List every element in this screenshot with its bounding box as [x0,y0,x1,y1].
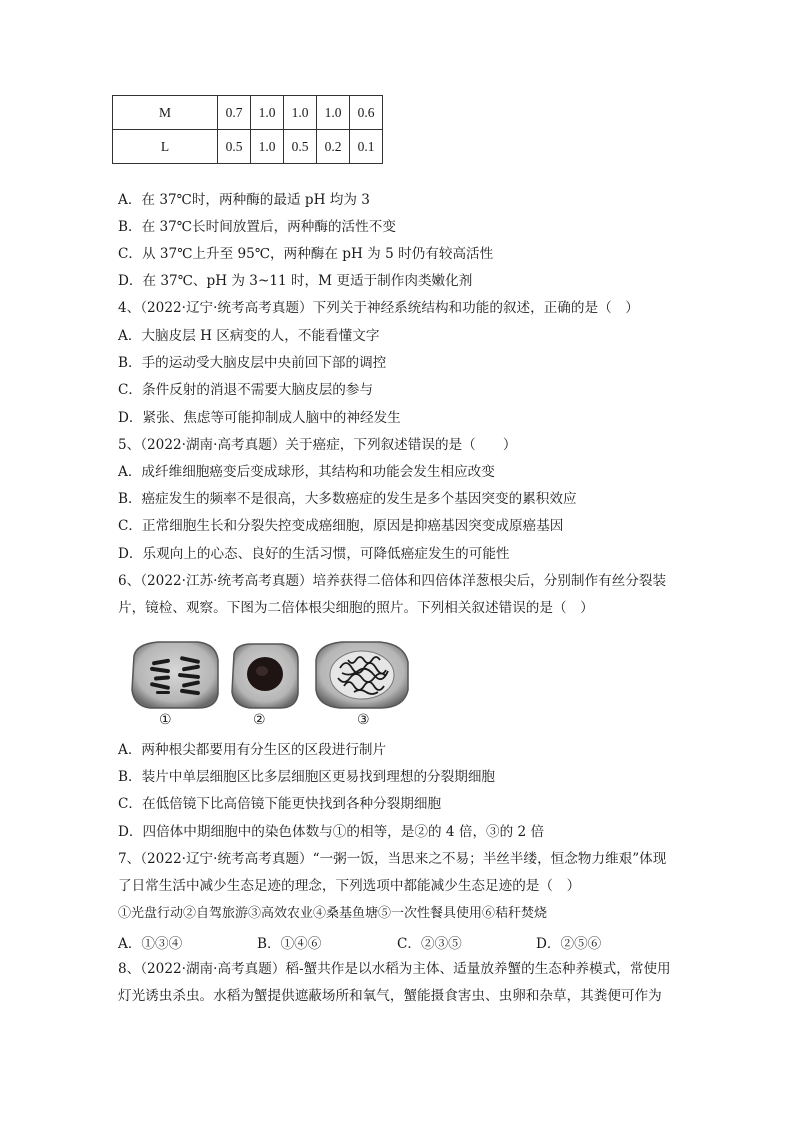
table-row [113,130,383,164]
table-cell: 1.0 [251,96,284,130]
q5-option-a: A．成纤维细胞癌变后变成球形，其结构和功能会发生相应改变 [118,464,495,480]
cell-micrographs [128,638,418,713]
q5-option-b: B．癌症发生的频率不是很高，大多数癌症的发生是多个基因突变的累积效应 [118,491,577,507]
q6-option-d: D．四倍体中期细胞中的染色体数与①的相等，是②的 4 倍，③的 2 倍 [118,824,545,840]
q7-stem-line1: 7、（2022·辽宁·统考高考真题）“一粥一饭，当思来之不易；半丝半缕，恒念物力维艰”体现 [118,851,667,867]
q4-option-b: B．手的运动受大脑皮层中央前回下部的调控 [118,355,387,371]
table-cell: 0.6 [350,96,383,130]
table-row [113,96,383,130]
q8-line1: 8、（2022·湖南·高考真题）稻-蟹共作是以水稻为主体、适量放养蟹的生态种养模式，常使用 [118,961,671,977]
q7-options [118,932,638,950]
root-tip-cell-figure [128,638,418,734]
q4-option-d: D．紧张、焦虑等可能抑制成人脑中的神经发生 [118,410,401,426]
cell-2-image [232,644,298,708]
cell-1-image [132,642,218,708]
q5-option-d: D．乐观向上的心态、良好的生活习惯，可降低癌症发生的可能性 [118,546,510,562]
q6-option-b: B．装片中单层细胞区比多层细胞区更易找到理想的分裂期细胞 [118,769,496,785]
row-label: M [113,96,218,130]
cell-3-image [316,642,408,708]
q7-items: ①光盘行动②自驾旅游③高效农业④桑基鱼塘⑤一次性餐具使用⑥秸秆焚烧 [118,906,548,921]
q3-option-a: A．在 37℃时，两种酶的最适 pH 均为 3 [118,192,370,208]
q6-option-a: A．两种根尖都要用有分生区的区段进行制片 [118,742,387,758]
figure-label-2: ② [253,712,266,728]
q6-stem-line2: 片，镜检、观察。下图为二倍体根尖细胞的照片。下列相关叙述错误的是（ ） [118,600,594,616]
table-cell: 0.7 [218,96,251,130]
figure-label-3: ③ [357,712,370,728]
table-cell: 1.0 [284,96,317,130]
q4-option-c: C．条件反射的消退不需要大脑皮层的参与 [118,382,374,398]
enzyme-activity-table [112,95,383,164]
table-cell: 0.1 [350,130,383,164]
q7-option-d: D．②⑤⑥ [536,936,602,952]
q8-line2: 灯光诱虫杀虫。水稻为蟹提供遮蔽场所和氧气，蟹能摄食害虫、虫卵和杂草，其粪便可作为 [118,988,662,1004]
q7-option-c: C．②③⑤ [397,936,462,952]
table-cell: 0.2 [317,130,350,164]
q4-stem: 4、（2022·辽宁·统考高考真题）下列关于神经系统结构和功能的叙述，正确的是（ ） [118,300,639,316]
q4-option-a: A．大脑皮层 H 区病变的人，不能看懂文字 [118,328,380,344]
table-cell: 0.5 [218,130,251,164]
table-cell: 1.0 [251,130,284,164]
q7-option-b: B．①④⑥ [257,936,322,952]
q6-stem-line1: 6、（2022·江苏·统考高考真题）培养获得二倍体和四倍体洋葱根尖后，分别制作有丝分裂装 [118,573,667,589]
q6-option-c: C．在低倍镜下比高倍镜下能更快找到各种分裂期细胞 [118,796,442,812]
q3-option-d: D．在 37℃、pH 为 3~11 时，M 更适于制作肉类嫩化剂 [118,273,473,289]
q5-stem: 5、（2022·湖南·高考真题）关于癌症，下列叙述错误的是（ ） [118,437,517,453]
table-cell: 0.5 [284,130,317,164]
figure-label-1: ① [159,712,172,728]
q7-option-a: A．①③④ [118,936,183,952]
row-label: L [113,130,218,164]
q7-stem-line2: 了日常生活中减少生态足迹的理念，下列选项中都能减少生态足迹的是（ ） [118,878,581,894]
q3-option-b: B．在 37℃长时间放置后，两种酶的活性不变 [118,219,396,235]
table-cell: 1.0 [317,96,350,130]
q5-option-c: C．正常细胞生长和分裂失控变成癌细胞，原因是抑癌基因突变成原癌基因 [118,518,564,534]
q3-option-c: C．从 37℃上升至 95℃，两种酶在 pH 为 5 时仍有较高活性 [118,246,494,262]
